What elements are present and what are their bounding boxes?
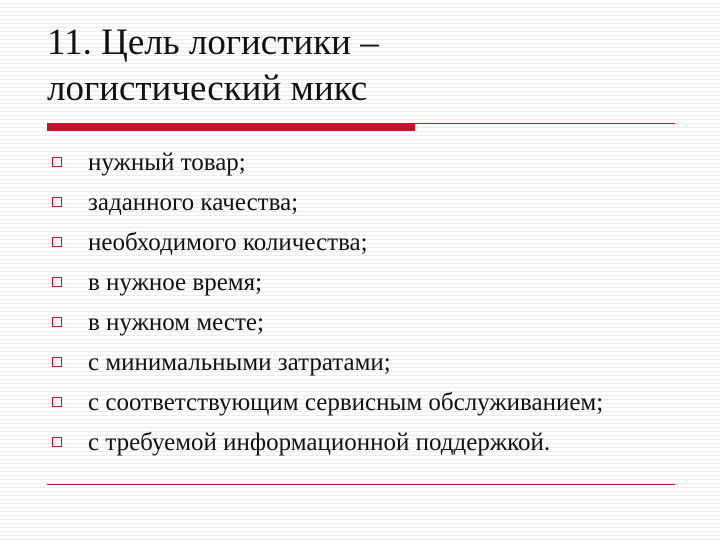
- list-item-text: с соответствующим сервисным обслуживанием;: [88, 389, 604, 416]
- hollow-square-bullet-icon: [52, 357, 62, 367]
- footer-divider: [47, 484, 675, 485]
- list-item: [47, 423, 687, 463]
- hollow-square-bullet-icon: [52, 397, 62, 407]
- hollow-square-bullet-icon: [52, 277, 62, 287]
- hollow-square-bullet-icon: [52, 437, 62, 447]
- hollow-square-bullet-icon: [52, 197, 62, 207]
- list-item: [47, 343, 687, 383]
- list-item: [47, 183, 687, 223]
- title-line-2: логистический микс: [47, 68, 368, 109]
- list-item-text: с минимальными затратами;: [88, 349, 391, 376]
- list-item: [47, 383, 687, 423]
- slide-title: [47, 20, 687, 112]
- list-item-text: в нужном месте;: [88, 309, 264, 336]
- list-item-text: нужный товар;: [88, 149, 246, 176]
- list-item-text: с требуемой информационной поддержкой.: [88, 429, 551, 456]
- list-item-text: необходимого количества;: [88, 229, 368, 256]
- hollow-square-bullet-icon: [52, 237, 62, 247]
- hollow-square-bullet-icon: [52, 157, 62, 167]
- list-item: [47, 143, 687, 183]
- list-item: [47, 303, 687, 343]
- bullet-list: [47, 143, 687, 463]
- hollow-square-bullet-icon: [52, 317, 62, 327]
- list-item: [47, 263, 687, 303]
- title-divider-accent-bar: [47, 124, 415, 131]
- list-item-text: в нужное время;: [88, 269, 263, 296]
- list-item: [47, 223, 687, 263]
- list-item-text: заданного качества;: [88, 189, 299, 216]
- title-line-1: 11. Цель логистики –: [47, 22, 379, 63]
